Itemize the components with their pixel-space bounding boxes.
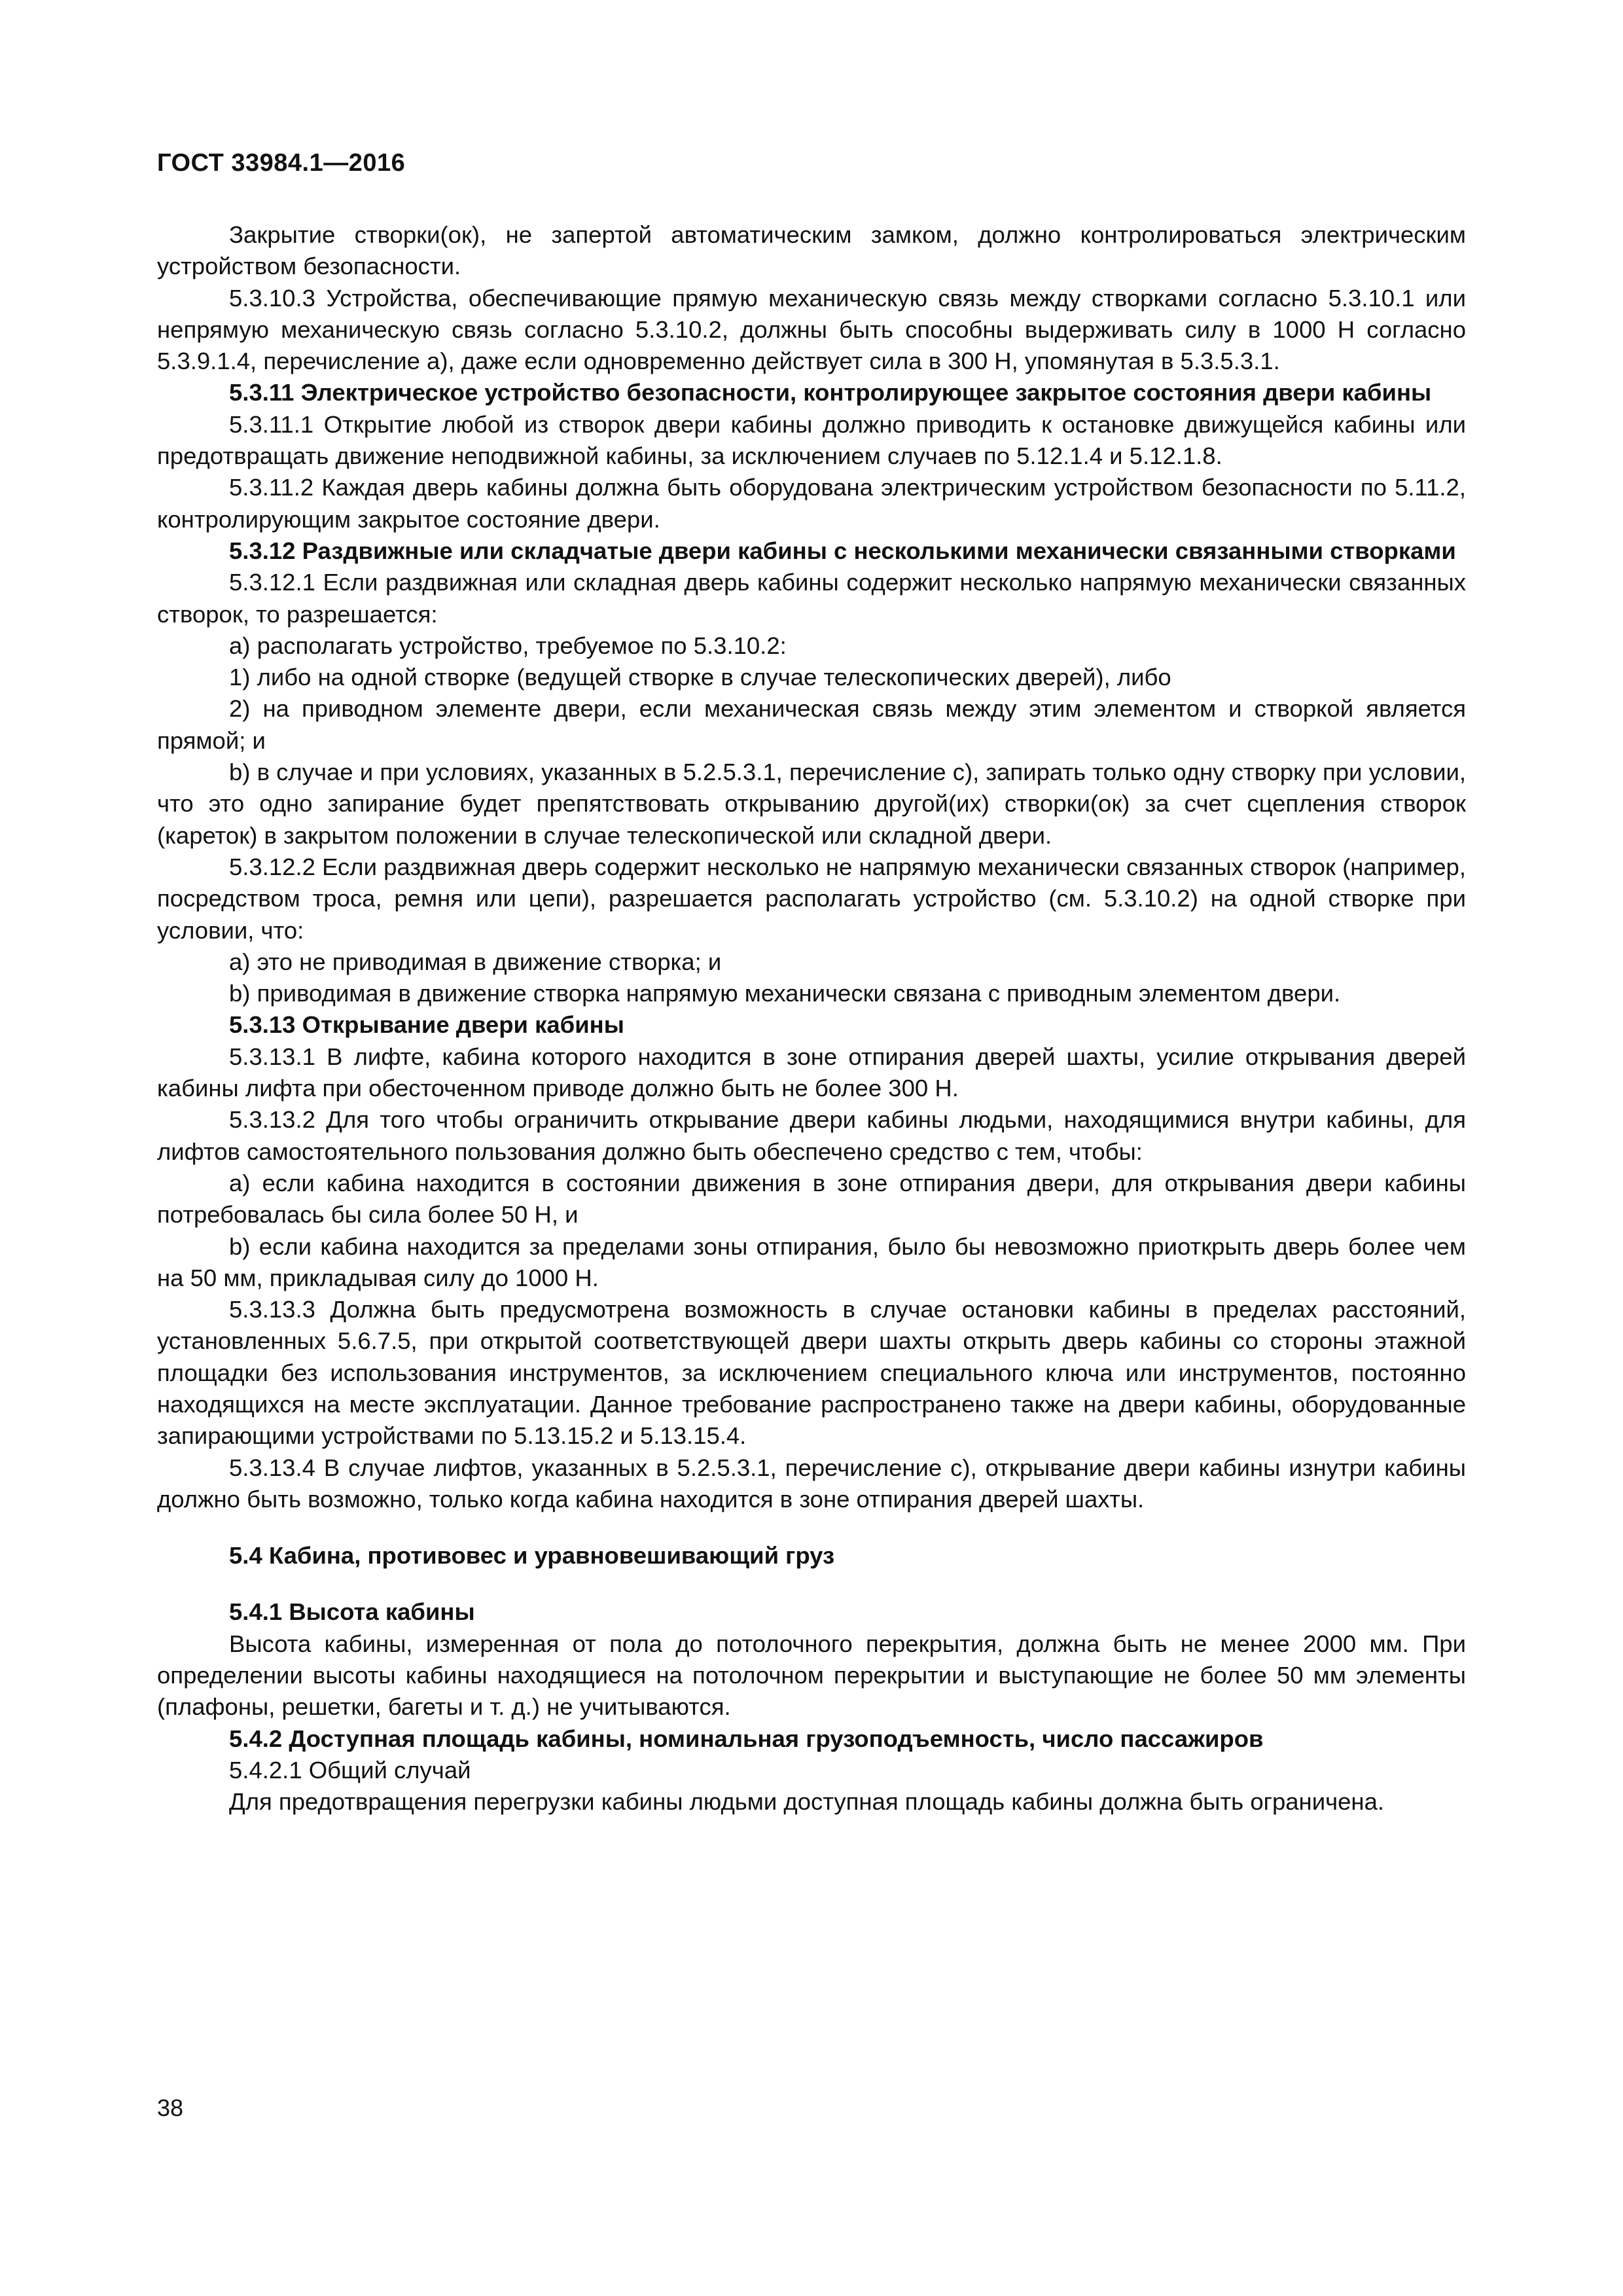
body-paragraph: 1) либо на одной створке (ведущей створке в случае телескопических дверей), либо — [229, 664, 1171, 691]
body-paragraph: 5.3.13.4 В случае лифтов, указанных в 5.2.5.3.1, перечисление с), открывание двери кабины изнутри кабины должно быть возможно, только когда кабина находится в зоне отпирания дверей шахты. — [157, 1454, 1466, 1513]
document-body — [157, 219, 1466, 1818]
body-paragraph: 2) на приводном элементе двери, если механическая связь между этим элементом и створкой является прямой; и — [157, 695, 1466, 754]
body-paragraph: а) если кабина находится в состоянии движения в зоне отпирания двери, для открывания двери кабины потребовалась бы сила более 50 Н, и — [157, 1169, 1466, 1229]
section-heading: 5.3.12 Раздвижные или складчатые двери кабины с несколькими механически связанными створками — [229, 537, 1456, 564]
body-paragraph: b) в случае и при условиях, указанных в 5.2.5.3.1, перечисление с), запирать только одну створку при условии, что это одно запирание будет препятствовать открыванию другой(их) створки(ок) за счет сцепления створок (кареток) в закрытом положении в случае телескопической или складной двери. — [157, 759, 1466, 849]
body-paragraph: 5.3.11.2 Каждая дверь кабины должна быть оборудована электрическим устройством безопасности по 5.11.2, контролирующим закрытое состояние двери. — [157, 474, 1466, 533]
body-paragraph: 5.3.12.2 Если раздвижная дверь содержит несколько не напрямую механически связанных створок (например, посредством троса, ремня или цепи), разрешается располагать устройство (см. 5.3.10.2) на одной створке при условии, что: — [157, 853, 1466, 944]
section-heading: 5.4.2 Доступная площадь кабины, номинальная грузоподъемность, число пассажиров — [229, 1725, 1264, 1752]
body-paragraph: 5.3.12.1 Если раздвижная или складная дверь кабины содержит несколько напрямую механически связанных створок, то разрешается: — [157, 569, 1466, 628]
section-heading: 5.4.1 Высота кабины — [229, 1598, 475, 1626]
body-paragraph: 5.3.10.3 Устройства, обеспечивающие прямую механическую связь между створками согласно 5.3.10.1 или непрямую механическую связь согласно 5.3.10.2, должны быть способны выдерживать силу в 1000 Н согласно 5.3.9.1.4, перечисление а), даже если одновременно действует сила в 300 Н, упомянутая в 5.3.5.3.1. — [157, 284, 1466, 375]
standard-header: ГОСТ 33984.1—2016 — [157, 149, 406, 177]
body-paragraph: Закрытие створки(ок), не запертой автоматическим замком, должно контролироваться электрическим устройством безопасности. — [157, 221, 1466, 280]
body-paragraph: 5.3.13.1 В лифте, кабина которого находится в зоне отпирания дверей шахты, усилие открывания дверей кабины лифта при обесточенном приводе должно быть не более 300 Н. — [157, 1043, 1466, 1102]
body-paragraph: а) это не приводимая в движение створка; и — [229, 948, 722, 975]
body-paragraph: 5.3.13.2 Для того чтобы ограничить открывание двери кабины людьми, находящимися внутри кабины, для лифтов самостоятельного пользования должно быть обеспечено средство с тем, чтобы: — [157, 1106, 1466, 1165]
body-paragraph: b) если кабина находится за пределами зоны отпирания, было бы невозможно приоткрыть дверь более чем на 50 мм, прикладывая силу до 1000 Н. — [157, 1232, 1466, 1291]
section-heading: 5.3.13 Открывание двери кабины — [229, 1011, 624, 1039]
body-paragraph: 5.3.11.1 Открытие любой из створок двери кабины должно приводить к остановке движущейся кабины или предотвращать движение неподвижной кабины, за исключением случаев по 5.12.1.4 и 5.12.1.8. — [157, 410, 1466, 470]
body-paragraph: Высота кабины, измеренная от пола до потолочного перекрытия, должна быть не менее 2000 мм. При определении высоты кабины находящиеся на потолочном перекрытии и выступающие не более 50 мм элементы (плафоны, решетки, багеты и т. д.) не учитываются. — [157, 1630, 1466, 1721]
section-heading: 5.4 Кабина, противовес и уравновешивающий груз — [229, 1542, 835, 1570]
page-number: 38 — [157, 2094, 184, 2121]
section-heading: 5.3.11 Электрическое устройство безопасности, контролирующее закрытое состояния двери кабины — [229, 379, 1432, 406]
body-paragraph: 5.3.13.3 Должна быть предусмотрена возможность в случае остановки кабины в пределах расстояний, установленных 5.6.7.5, при открытой соответствующей двери шахты открыть дверь кабины со стороны этажной площадки без использования инструментов, за исключением специального ключа или инструментов, постоянно находящихся на месте эксплуатации. Данное требование распространено также на двери кабины, оборудованные запирающими устройствами по 5.13.15.2 и 5.13.15.4. — [157, 1296, 1466, 1450]
body-paragraph: а) располагать устройство, требуемое по 5.3.10.2: — [229, 632, 787, 659]
body-paragraph: b) приводимая в движение створка напрямую механически связана с приводным элементом двери. — [229, 980, 1341, 1007]
body-paragraph: Для предотвращения перегрузки кабины людьми доступная площадь кабины должна быть ограничена. — [229, 1788, 1385, 1816]
body-paragraph: 5.4.2.1 Общий случай — [229, 1756, 471, 1784]
